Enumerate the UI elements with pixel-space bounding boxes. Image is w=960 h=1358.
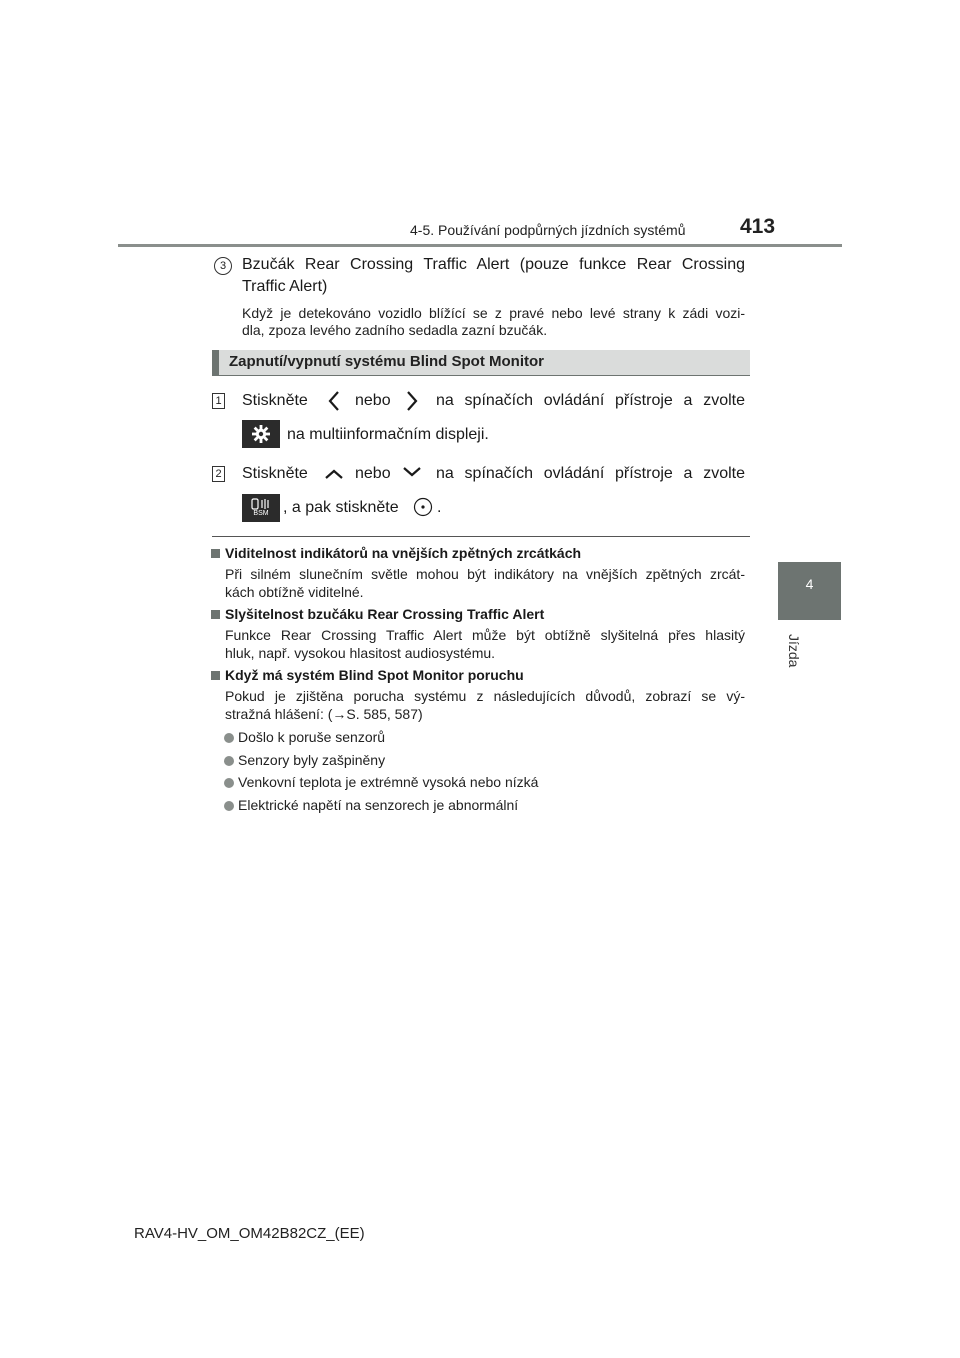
circle-bullet-icon	[224, 778, 234, 788]
step-marker-2: 2	[212, 466, 225, 482]
chapter-tab-label: Jízda	[786, 634, 802, 668]
chevron-up-icon	[324, 468, 344, 480]
header-rule	[118, 244, 842, 247]
note1-line2: kách obtížně viditelné.	[225, 584, 364, 600]
step2-text-period: .	[437, 499, 442, 516]
note3-line1: Pokud je zjištěna porucha systému z následujících důvodů, zobrazí se vý-	[225, 688, 745, 704]
note2-line2: hluk, např. vysokou hlasitost audiosystému.	[225, 645, 496, 661]
document-id: RAV4-HV_OM_OM42B82CZ_(EE)	[134, 1225, 365, 1242]
note2-line1: Funkce Rear Crossing Traffic Alert může být obtížně slyšitelná přes hlasitý	[225, 627, 745, 643]
note3-line2: stražná hlášení: (→S. 585, 587)	[225, 706, 423, 722]
gear-icon	[251, 424, 271, 444]
bsm-icon-label: BSM	[253, 510, 269, 517]
settings-gear-icon	[242, 420, 280, 448]
step2-text-or: nebo	[355, 465, 391, 482]
section-heading-underline	[212, 375, 750, 376]
chevron-right-icon	[406, 390, 418, 412]
note3-title: Když má systém Blind Spot Monitor poruchu	[211, 667, 524, 683]
circle-marker-3: 3	[214, 257, 232, 275]
page-number: 413	[740, 215, 776, 238]
square-bullet-icon	[211, 549, 220, 558]
square-bullet-icon	[211, 671, 220, 680]
circle-bullet-icon	[224, 801, 234, 811]
step2-text-then-press: , a pak stiskněte	[283, 499, 399, 516]
step1-text-or: nebo	[355, 392, 391, 409]
car-radar-icon	[249, 498, 273, 510]
step2-text-press: Stiskněte	[242, 465, 308, 482]
step1-text-select: na spínačích ovládání přístroje a zvolte	[436, 392, 745, 409]
bsm-icon	[242, 494, 280, 522]
chevron-down-icon	[402, 466, 422, 478]
circle-bullet-icon	[224, 756, 234, 766]
step1-text-press: Stiskněte	[242, 392, 308, 409]
item3-desc-line1: Když je detekováno vozidlo blížící se z pravé nebo levé strany k zádi vozi-	[242, 305, 745, 321]
item3-desc-line2: dla, zpoza levého zadního sedadla zazní bzučák.	[242, 322, 548, 338]
chapter-tab-number: 4	[805, 576, 814, 592]
square-bullet-icon	[211, 610, 220, 619]
section-heading: Zapnutí/vypnutí systému Blind Spot Monitor	[212, 350, 750, 375]
circle-bullet-icon	[224, 733, 234, 743]
bullet-item: Elektrické napětí na senzorech je abnormální	[224, 796, 518, 814]
step-marker-1: 1	[212, 393, 225, 409]
ok-button-icon	[413, 497, 433, 517]
bullet-item: Došlo k poruše senzorů	[224, 728, 385, 746]
step1-text-display: na multiinformačním displeji.	[287, 426, 489, 443]
bullet-item: Venkovní teplota je extrémně vysoká nebo nízká	[224, 773, 538, 791]
step2-text-select: na spínačích ovládání přístroje a zvolte	[436, 465, 745, 482]
note1-title: Viditelnost indikátorů na vnějších zpětných zrcátkách	[211, 545, 581, 561]
note1-line1: Při silném slunečním světle mohou být indikátory na vnějších zpětných zrcát-	[225, 566, 745, 582]
header-section-title: 4-5. Používání podpůrných jízdních systémů	[410, 222, 686, 238]
chevron-left-icon	[328, 390, 340, 412]
bullet-item: Senzory byly zašpiněny	[224, 751, 385, 769]
item3-title-line2: Traffic Alert)	[242, 278, 328, 295]
section-divider	[212, 536, 750, 537]
note2-title: Slyšitelnost bzučáku Rear Crossing Traffic Alert	[211, 606, 544, 622]
item3-title-line1: Bzučák Rear Crossing Traffic Alert (pouze funkce Rear Crossing	[242, 256, 745, 273]
